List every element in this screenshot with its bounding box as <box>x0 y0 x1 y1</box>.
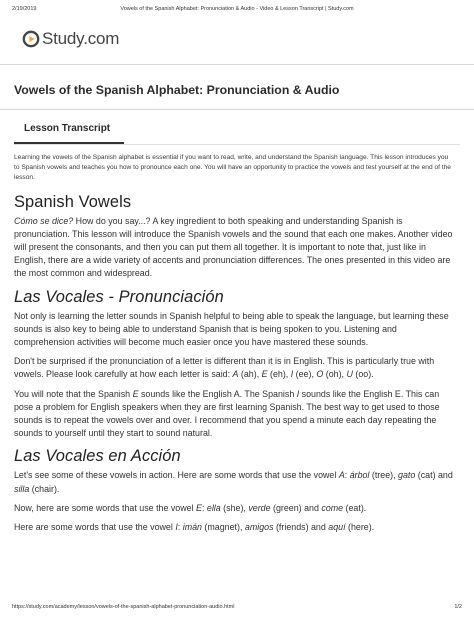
text-span: (chair). <box>29 483 60 494</box>
vowel: I <box>296 388 300 399</box>
text-span: sounds like the English E. This can pose a problem for English speakers when they are first learning Spanish. The best way to get used to those sounds is to repeat the vowels over and over. I recommend that you spend a minute each day repeating the sounds to yourself until they start to sound natural. <box>14 388 440 439</box>
text-span: (ah), <box>238 369 262 380</box>
text-span: (here). <box>345 522 375 533</box>
tab-lesson-transcript[interactable] <box>14 118 124 144</box>
text-span: (eh), <box>267 369 291 380</box>
section-heading: Las Vocales - Pronunciación <box>14 287 224 306</box>
text-span: Here are some words that use the vowel <box>14 522 176 533</box>
spanish-word: amigos <box>244 522 274 533</box>
spanish-word: verde <box>248 502 271 513</box>
text-span: (magnet), <box>201 522 245 533</box>
text-span: : <box>201 502 207 513</box>
text-span: (oo). <box>352 369 374 380</box>
page-url: https://study.com/academy/lesson/vowels-of-the-spanish-alphabet-pronunciation-audio.html <box>12 604 235 610</box>
text-span: Don't be surprised if the pronunciation of a letter is different than it is in English. This is particularly true with vowels. Please look carefully at how each letter is said: <box>14 356 435 380</box>
text-span: How do you say...? A key ingredient to both speaking and understanding Spanish is pronunciation. This lesson will introduce the Spanish vowels and the sound that each one makes. Another video will present the consonants, and then you can put them all together. It is important to note that, just like in English, there are a wide variety of accents and pronunciation differences. The ones presented in this video are the most common and widespread. <box>14 215 453 279</box>
text-span: (she), <box>220 502 249 513</box>
text-span: : <box>177 522 183 533</box>
page-title: Vowels of the Spanish Alphabet: Pronunciation & Audio <box>14 83 340 97</box>
text-span: Now, here are some words that use the vowel <box>14 502 197 513</box>
spanish-word: gato <box>398 470 416 481</box>
intro-paragraph: Learning the vowels of the Spanish alphabet is essential if you want to read, write, and understand the Spanish language. This lesson introduces you to Spanish vowels and teaches you how to pronounce each one. You will have an opportunity to practice the vowels and test yourself at the end of the lesson. <box>14 154 451 182</box>
vowel: E <box>132 388 139 399</box>
spanish-word: come <box>321 502 344 513</box>
print-header <box>12 6 462 16</box>
paragraph <box>14 502 454 515</box>
vowel: I <box>175 522 178 533</box>
section-heading: Spanish Vowels <box>14 192 132 211</box>
text-span: (friends) and <box>273 522 329 533</box>
tab-bar-divider <box>14 144 460 145</box>
spanish-word: silla <box>14 483 30 494</box>
paragraph: Not only is learning the letter sounds in Spanish helpful to being able to speak the language, but learning these sounds is also key to being able to understand Spanish that is being spoken to you. Listening and comprehension activities will become much easier once you have mastered these sounds. <box>14 310 449 348</box>
study-com-logo[interactable] <box>22 29 119 49</box>
vowel: E <box>196 502 202 513</box>
vowel: O <box>316 369 324 380</box>
text-span: (green) and <box>270 502 322 513</box>
italic-phrase: Cómo se dice? <box>14 215 74 226</box>
paragraph <box>14 355 454 381</box>
paragraph <box>14 521 454 534</box>
header-divider <box>0 64 474 65</box>
print-date: 2/19/2019 <box>12 6 37 12</box>
paragraph <box>14 388 454 441</box>
vowel: A <box>232 369 239 380</box>
vowel: U <box>346 369 353 380</box>
vowel: I <box>290 369 294 380</box>
vowel: E <box>261 369 268 380</box>
print-page-title: Vowels of the Spanish Alphabet: Pronunciation & Audio - Video & Lesson Transcript | Study.com <box>120 6 354 12</box>
text-span: : <box>344 470 350 481</box>
study-com-logo-icon <box>22 30 40 48</box>
spanish-word: árbol <box>349 470 370 481</box>
lesson-transcript <box>14 153 454 534</box>
text-span: Let's see some of these vowels in action. Here are some words that use the vowel <box>14 470 339 481</box>
paragraph <box>14 469 454 495</box>
paragraph <box>14 215 454 281</box>
page-number: 1/2 <box>454 604 462 610</box>
text-span: (cat) and <box>415 470 453 481</box>
tab-label: Lesson Transcript <box>24 123 111 134</box>
text-span: (eat). <box>343 502 367 513</box>
logo-text: Study.com <box>42 29 120 48</box>
text-span: (oh), <box>323 369 347 380</box>
text-span: sounds like the English A. The Spanish <box>138 388 297 399</box>
section-heading: Las Vocales en Acción <box>14 447 181 466</box>
text-span: You will note that the Spanish <box>14 388 133 399</box>
text-span: (tree), <box>369 470 399 481</box>
spanish-word: imán <box>182 522 202 533</box>
text-span: (ee), <box>293 369 317 380</box>
spanish-word: aquí <box>328 522 346 533</box>
vowel: A <box>338 470 345 481</box>
spanish-word: ella <box>206 502 221 513</box>
title-divider <box>0 109 474 110</box>
